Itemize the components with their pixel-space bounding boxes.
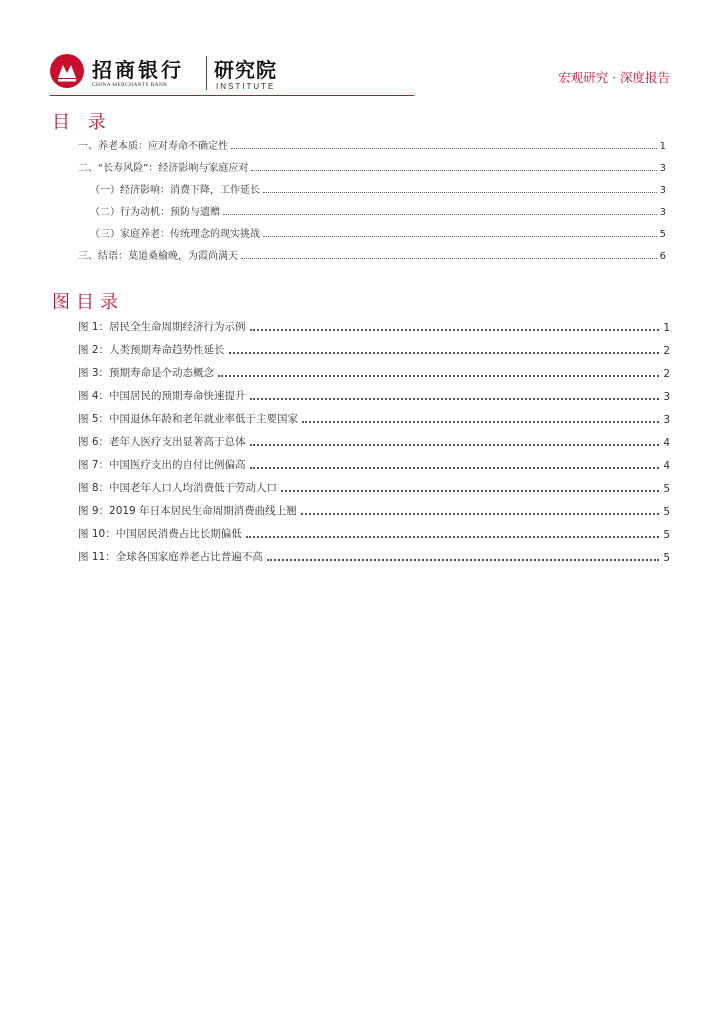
header-rule	[50, 95, 414, 96]
dot-leader	[229, 351, 660, 354]
figure-entry-page: 4	[663, 460, 670, 472]
toc-entry-text: （三）家庭养老：传统理念的现实挑战	[90, 229, 260, 240]
dot-leader	[263, 191, 657, 193]
institute-name-en: INSTITUTE	[216, 82, 276, 91]
dot-leader	[250, 397, 660, 400]
dot-leader	[241, 257, 657, 259]
dot-leader	[267, 558, 660, 561]
toc-entry-page: 5	[659, 229, 666, 240]
toc-entry[interactable]	[78, 158, 666, 174]
toc-entry[interactable]	[90, 224, 666, 240]
figure-entry-page: 2	[663, 345, 670, 357]
dot-leader	[251, 169, 656, 171]
figure-entry-page: 5	[663, 506, 670, 518]
report-type: 宏观研究 · 深度报告	[558, 70, 670, 85]
figure-entry-text: 图 4：中国居民的预期寿命快速提升	[78, 390, 246, 402]
figure-entry-page: 3	[663, 391, 670, 403]
figure-entry[interactable]	[78, 548, 670, 564]
figure-entry-text: 图 7：中国医疗支出的自付比例偏高	[78, 459, 246, 471]
dot-leader	[246, 535, 660, 538]
dot-leader	[231, 147, 657, 149]
toc-entry-page: 3	[659, 207, 666, 218]
figure-entry-text: 图 10：中国居民消费占比长期偏低	[78, 528, 242, 540]
figure-entry-page: 3	[663, 414, 670, 426]
figure-list-title: 图目录	[52, 292, 124, 313]
toc-entry-page: 3	[659, 185, 666, 196]
figure-entry[interactable]	[78, 502, 670, 518]
figure-entry-page: 5	[663, 529, 670, 541]
figure-entry-text: 图 11：全球各国家庭养老占比普遍不高	[78, 551, 263, 563]
toc-entry-text: 三、结语：莫道桑榆晚，为霞尚满天	[78, 251, 238, 262]
dot-leader	[250, 328, 660, 331]
toc-entry[interactable]	[78, 136, 666, 152]
figure-entry-text: 图 2：人类预期寿命趋势性延长	[78, 344, 225, 356]
figure-entry[interactable]	[78, 364, 670, 380]
figure-entry[interactable]	[78, 479, 670, 495]
dot-leader	[302, 420, 659, 423]
bank-name-cn: 招商银行	[92, 58, 184, 82]
figure-entry[interactable]	[78, 318, 670, 334]
bank-name-en: CHINA MERCHANTS BANK	[92, 82, 168, 88]
institute-name-cn: 研究院	[214, 58, 277, 82]
figure-entry[interactable]	[78, 525, 670, 541]
toc-title: 目 录	[52, 112, 112, 133]
dot-leader	[281, 489, 659, 492]
toc-entry[interactable]	[90, 180, 666, 196]
logo-divider	[206, 56, 207, 90]
figure-entry-text: 图 8：中国老年人口人均消费低于劳动人口	[78, 482, 278, 494]
toc-entry[interactable]	[78, 246, 666, 262]
figure-entry[interactable]	[78, 387, 670, 403]
toc-entry-page: 6	[659, 251, 666, 262]
dot-leader	[218, 374, 659, 377]
figure-entry[interactable]	[78, 433, 670, 449]
cmb-logo-icon	[50, 54, 84, 88]
dot-leader	[223, 213, 657, 215]
toc-entry-text: 一、养老本质：应对寿命不确定性	[78, 141, 228, 152]
dot-leader	[301, 512, 660, 515]
figure-entry-page: 5	[663, 552, 670, 564]
figure-entry-text: 图 3：预期寿命是个动态概念	[78, 367, 215, 379]
dot-leader	[250, 443, 660, 446]
report-header	[50, 52, 670, 96]
figure-entry-text: 图 6：老年人医疗支出显著高于总体	[78, 436, 246, 448]
figure-entry-page: 5	[663, 483, 670, 495]
toc-entry-text: （一）经济影响：消费下降，工作延长	[90, 185, 260, 196]
figure-entry-page: 2	[663, 368, 670, 380]
toc-entry-page: 1	[659, 141, 666, 152]
figure-entry-page: 4	[663, 437, 670, 449]
toc-entry-text: 二、“长寿风险”：经济影响与家庭应对	[78, 163, 249, 174]
dot-leader	[263, 235, 657, 237]
figure-entry[interactable]	[78, 341, 670, 357]
figure-entry-text: 图 9：2019 年日本居民生命周期消费曲线上翘	[78, 505, 297, 517]
figure-entry-text: 图 1：居民全生命周期经济行为示例	[78, 321, 246, 333]
toc-entry-text: （二）行为动机：预防与遗赠	[90, 207, 220, 218]
figure-entry[interactable]	[78, 410, 670, 426]
figure-entry-text: 图 5：中国退休年龄和老年就业率低于主要国家	[78, 413, 299, 425]
toc-entry-page: 3	[659, 163, 666, 174]
dot-leader	[250, 466, 660, 469]
figure-entry-page: 1	[663, 322, 670, 334]
toc-entry[interactable]	[90, 202, 666, 218]
figure-entry[interactable]	[78, 456, 670, 472]
